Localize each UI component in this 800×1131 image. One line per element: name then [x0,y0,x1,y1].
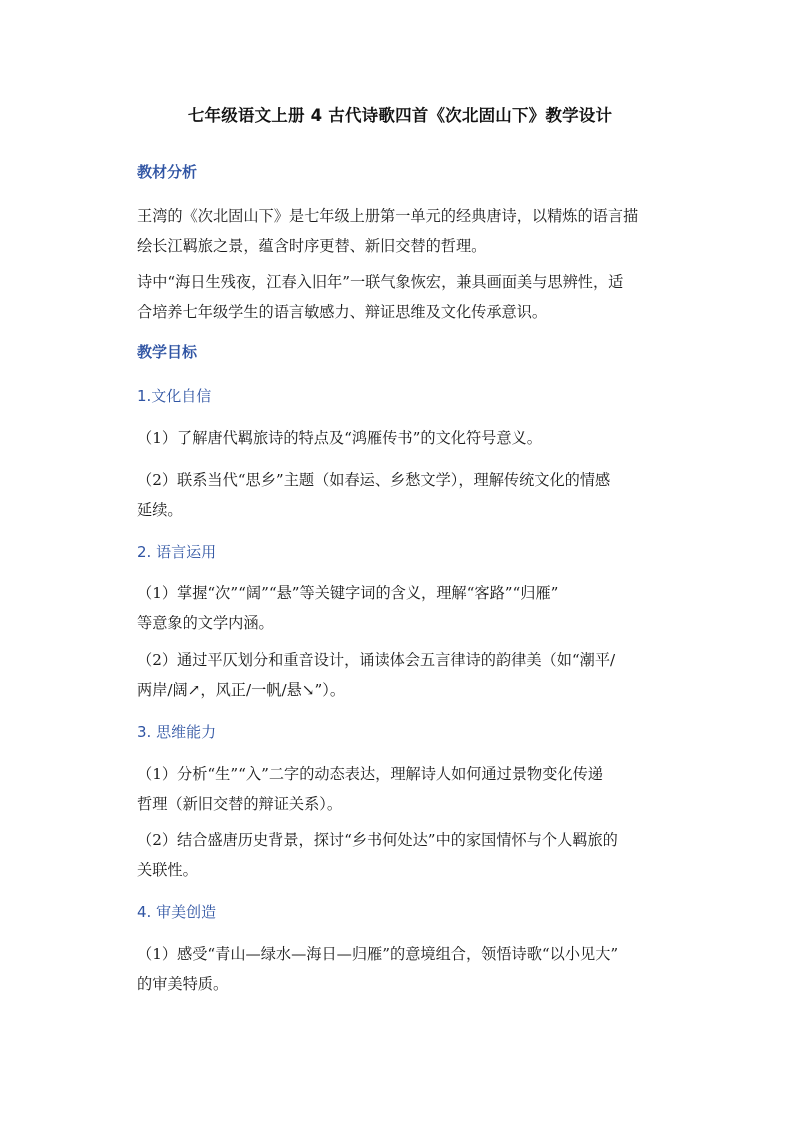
goal-item [137,760,665,819]
subheading-aesthetic-creation: 4. 审美创造 [137,903,217,921]
text-line: 绘长江羁旅之景，蕴含时序更替、新旧交替的哲理。 [137,236,487,255]
goal-item [137,424,665,454]
text-line: （1）分析“生”“入”二字的动态表达，理解诗人如何通过景物变化传递 [137,765,603,783]
text-line: 的审美特质。 [137,974,229,993]
goal-item [137,940,665,999]
heading-textbook-analysis: 教材分析 [137,163,198,181]
goal-item [137,826,665,885]
text-line: 等意象的文学内涵。 [137,613,274,632]
paragraph-analysis-2 [137,268,665,327]
text-line: （2）结合盛唐历史背景，探讨“乡书何处达”中的家国情怀与个人羁旅的 [137,831,618,849]
subheading-cultural-confidence: 1.文化自信 [137,387,212,405]
paragraph-analysis-1 [137,202,665,261]
goal-item [137,646,665,705]
text-line: （1）掌握“次”“阔”“悬”等关键字词的含义，理解“客路”“归雁” [137,584,559,602]
subheading-language-use: 2. 语言运用 [137,543,217,561]
document-title: 七年级语文上册 4 古代诗歌四首《次北固山下》教学设计 [187,106,613,125]
text-line: 诗中“海日生残夜，江春入旧年”一联气象恢宏，兼具画面美与思辨性，适 [137,273,624,291]
text-line: 王湾的《次北固山下》是七年级上册第一单元的经典唐诗，以精炼的语言描 [137,207,639,225]
text-line: 两岸/阔↗，风正/一帆/悬↘”）。 [137,680,346,699]
text-line: （1）了解唐代羁旅诗的特点及“鸿雁传书”的文化符号意义。 [137,429,542,447]
text-line: （2）通过平仄划分和重音设计，诵读体会五言律诗的韵律美（如“潮平/ [137,651,616,669]
text-line: 合培养七年级学生的语言敏感力、辩证思维及文化传承意识。 [137,302,548,321]
text-line: 延续。 [137,500,183,519]
text-line: 关联性。 [137,860,198,879]
text-line: 哲理（新旧交替的辩证关系）。 [137,794,343,813]
goal-item [137,579,665,638]
goal-item [137,466,665,525]
heading-teaching-goals: 教学目标 [137,343,198,361]
text-line: （2）联系当代“思乡”主题（如春运、乡愁文学），理解传统文化的情感 [137,471,611,489]
text-line: （1）感受“青山—绿水—海日—归雁”的意境组合，领悟诗歌“以小见大” [137,945,619,963]
subheading-thinking-ability: 3. 思维能力 [137,723,217,741]
